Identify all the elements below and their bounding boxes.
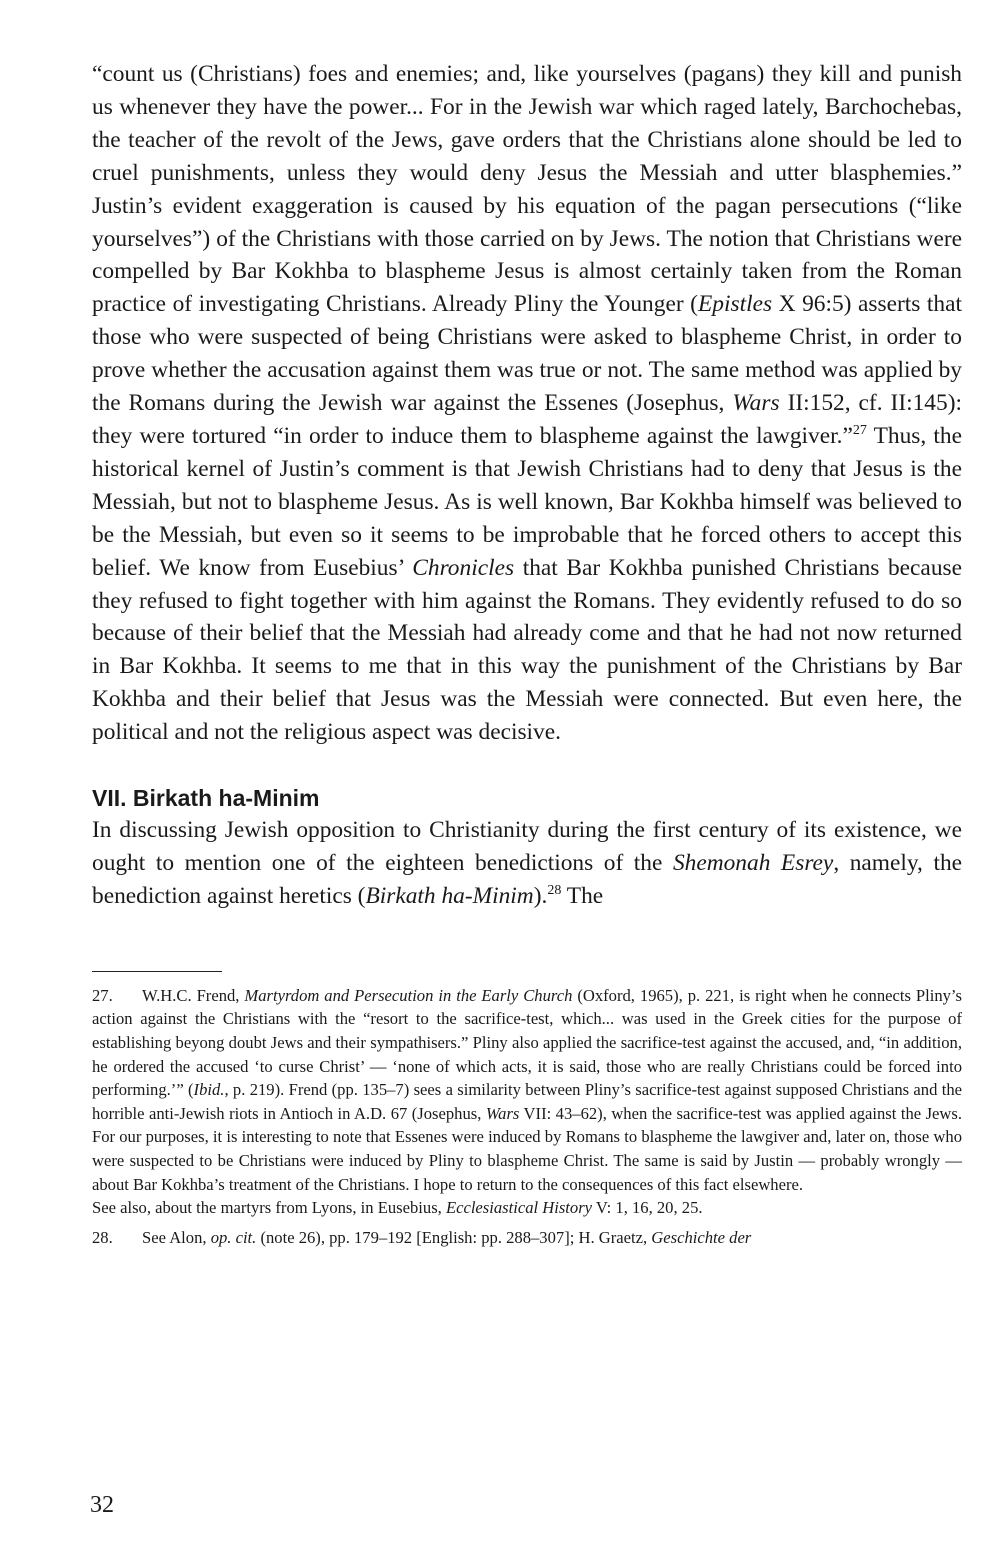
section-heading: VII. Birkath ha-Minim — [92, 785, 320, 812]
paragraph-birkath-ha-minim: In discussing Jewish opposition to Christianity during the first century of its existence, we ought to mention one of the eighteen benedictions of the Shemonah Esrey, namely, the benediction against heretics (Birkath ha-Minim).$^{28}$ The — [92, 817, 963, 909]
italic-run: Birkath ha-Minim — [365, 882, 534, 909]
italic-run: Epistles — [697, 291, 773, 318]
footnote-27 — [92, 984, 962, 1196]
main-text — [92, 58, 962, 913]
italic-run: Shemonah Esrey — [672, 849, 834, 876]
footnote-28-number: 28. — [92, 1227, 113, 1247]
footnote-28 — [92, 1226, 962, 1250]
footnote-reference: 27 — [852, 422, 867, 439]
italic-run: Ecclesiastical History — [445, 1198, 593, 1218]
footnote-27-continuation: See also, about the martyrs from Lyons, in Eusebius, Ecclesiastical History V: 1, 16, 20, 25. — [92, 1198, 703, 1218]
page-number: 32 — [90, 1492, 114, 1518]
footnote-divider — [92, 971, 222, 972]
footnote-reference: 28 — [547, 882, 562, 899]
italic-run: Geschichte der — [651, 1227, 752, 1247]
italic-run: op. cit. — [210, 1227, 257, 1247]
footnote-27-text: W.H.C. Frend, Martyrdom and Persecution in the Early Church (Oxford, 1965), p. 221, is right when he connects Pliny’s action against the Christians with the “resort to the sacrifice-test, which... was used in the Greek cities for the purpose of establishing beyong doubt Jews and their sympathisers.” Pliny also applied the sacrifice-test against the accused, and, “in addition, he ordered the accused ‘to curse Christ’ — ‘none of which acts, it is said, those who are really Christians could be forced into performing.’” (Ibid., p. 219). Frend (pp. 135–7) sees a similarity between Pliny’s sacrifice-test against supposed Christians and the horrible anti-Jewish riots in Antioch in A.D. 67 (Josephus, Wars VII: 43–62), when the sacrifice-test was applied against the Jews. For our purposes, it is interesting to note that Essenes were induced by Romans to blaspheme the lawgiver and, later on, those who were suspected to be Christians were induced by Pliny to blaspheme Christ. The same is said by Justin — probably wrongly — about Bar Kokhba’s treatment of the Christians. I hope to return to the consequences of this fact elsewhere. — [92, 985, 963, 1194]
footnote-28-text: See Alon, op. cit. (note 26), pp. 179–192 [English: pp. 288–307]; H. Graetz, Geschichte der — [142, 1227, 752, 1247]
italic-run: Wars — [732, 390, 780, 417]
italic-run: Ibid. — [193, 1080, 225, 1100]
footnotes — [92, 984, 962, 1250]
footnote-27-number: 27. — [92, 985, 113, 1005]
italic-run: Martyrdom and Persecution in the Early Church — [244, 985, 573, 1005]
page — [92, 58, 962, 1249]
italic-run: Wars — [485, 1103, 520, 1123]
italic-run: Chronicles — [412, 554, 515, 581]
paragraph-justin-quote: “count us (Christians) foes and enemies; and, like yourselves (pagans) they kill and punish us whenever they have the power... For in the Jewish war which raged lately, Barchochebas, the teacher of the revolt of the Jews, gave orders that the Christians alone should be led to cruel punishments, unless they would deny Jesus the Messiah and utter blasphemies.” Justin’s evident exaggeration is caused by his equation of the pagan persecutions (“like yourselves”) of the Christians with those carried on by Jews. The notion that Christians were compelled by Bar Kokhba to blaspheme Jesus is almost certainly taken from the Roman practice of investigating Christians. Already Pliny the Younger (Epistles X 96:5) asserts that those who were suspected of being Christians were asked to blaspheme Christ, in order to prove whether the accusation against them was true or not. The same method was applied by the Romans during the Jewish war against the Essenes (Josephus, Wars II:152, cf. II:145): they were tortured “in order to induce them to blaspheme against the lawgiver.”$^{27}$ Thus, the historical kernel of Justin’s comment is that Jewish Christians had to deny that Jesus is the Messiah, but not to blaspheme Jesus. As is well known, Bar Kokhba himself was believed to be the Messiah, but even so it seems to be improbable that he forced others to accept this belief. We know from Eusebius’ Chronicles that Bar Kokhba punished Christians because they refused to fight together with him against the Romans. They evidently refused to do so because of their belief that the Messiah had already come and that he had not now returned in Bar Kokhba. It seems to me that in this way the punishment of the Christians by Bar Kokhba and their belief that Jesus was the Messiah were connected. But even here, the political and not the religious aspect was decisive. — [92, 61, 963, 746]
